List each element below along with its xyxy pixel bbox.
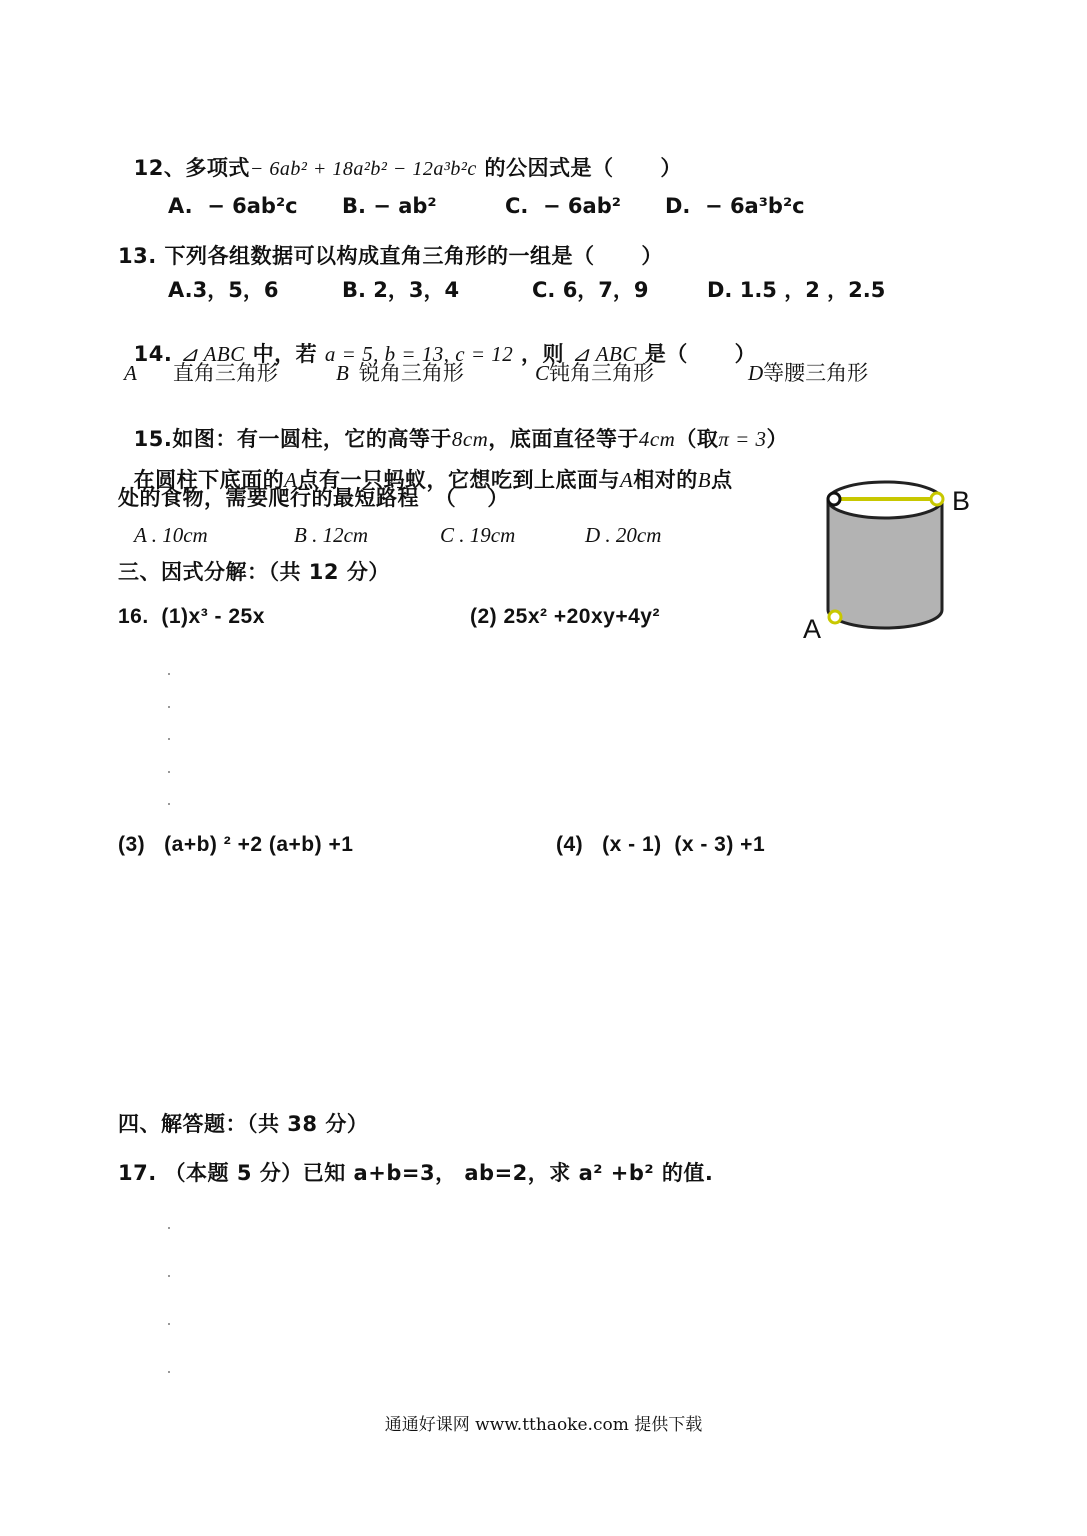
q15-height: 8cm xyxy=(451,427,489,451)
q14-option-b-letter: B xyxy=(336,361,349,385)
q12-stem xyxy=(118,128,682,182)
q14-option-b xyxy=(336,357,464,387)
q12-option-a: A. − 6ab²c xyxy=(168,194,298,218)
point-a-marker xyxy=(829,611,841,623)
q14-option-c-text: 钝角三角形 xyxy=(549,361,655,385)
q14-triangle2: ⊿ ABC xyxy=(571,342,637,366)
q14-suffix: 是（ ） xyxy=(636,342,757,366)
q15-line1c: （取 xyxy=(675,427,719,451)
q13-option-c: C. 6，7，9 xyxy=(532,278,649,302)
figure-label-a: A xyxy=(803,614,822,644)
q13-option-d: D. 1.5 ，2 ，2.5 xyxy=(707,278,886,302)
q15-line2d: 点 xyxy=(711,468,733,492)
q12-option-d: D. − 6a³b²c xyxy=(665,194,805,218)
blank-dot xyxy=(168,1275,170,1277)
q14-mid: 中，若 xyxy=(244,342,325,366)
q14-triangle: ⊿ ABC xyxy=(180,342,245,366)
q14-option-c xyxy=(535,357,654,387)
q12-expression: − 6ab² + 18a²b² − 12a³b²c xyxy=(249,158,477,180)
blank-dot xyxy=(168,1371,170,1373)
q14-option-b-text: 锐角三角形 xyxy=(358,361,464,385)
q14-prefix: 14. xyxy=(133,342,181,366)
q15-option-a: A . 10cm xyxy=(134,523,208,547)
page-footer: 通通好课网 www.tthaoke.com 提供下载 xyxy=(384,1415,703,1435)
q15-point-a2: A xyxy=(619,468,634,492)
q14-option-d-letter: D xyxy=(748,361,764,385)
q15-line2a: 在圆柱下底面的 xyxy=(133,468,285,492)
q13-option-a: A.3，5，6 xyxy=(168,278,279,302)
q16-part1: 16. (1)x³ - 25x xyxy=(118,605,265,628)
q14-option-a xyxy=(124,357,278,387)
q15-option-c: C . 19cm xyxy=(440,523,516,547)
q14-option-a-text: 直角三角形 xyxy=(172,361,278,385)
q13-stem: 13. 下列各组数据可以构成直角三角形的一组是（ ） xyxy=(118,244,663,268)
q12-suffix: 的公因式是（ ） xyxy=(476,156,682,180)
blank-dot xyxy=(168,1227,170,1229)
q15-option-b: B . 12cm xyxy=(294,523,369,547)
blank-dot xyxy=(168,803,170,805)
blank-dot xyxy=(168,706,170,708)
q15-option-d: D . 20cm xyxy=(585,523,662,547)
q15-line1a: 15.如图：有一圆柱，它的高等于 xyxy=(133,427,452,451)
section-4-heading: 四、解答题：（共 38 分） xyxy=(118,1112,369,1136)
figure-label-b: B xyxy=(952,486,971,516)
q14-option-d xyxy=(748,357,868,387)
q14-option-c-letter: C xyxy=(535,361,550,385)
q14-option-d-text: 等腰三角形 xyxy=(763,361,869,385)
point-a-top-marker xyxy=(828,493,840,505)
cylinder-figure xyxy=(800,478,990,648)
q15-pi: π = 3 xyxy=(718,427,767,451)
q15-point-a: A xyxy=(284,468,298,492)
q15-line2b: 点有一只蚂蚁，它想吃到上底面与 xyxy=(297,468,620,492)
q16-part4: (4) (x - 1) (x - 3) +1 xyxy=(556,833,766,856)
q16-part3: (3) (a+b) ² +2 (a+b) +1 xyxy=(118,833,354,856)
blank-dot xyxy=(168,1323,170,1325)
q15-line1b: ，底面直径等于 xyxy=(488,427,639,451)
q15-line2c: 相对的 xyxy=(633,468,698,492)
q14-condition: a = 5, b = 13, c = 12 xyxy=(324,342,514,366)
blank-dot xyxy=(168,673,170,675)
q12-prefix: 12、多项式 xyxy=(133,156,250,180)
q12-option-c: C. − 6ab² xyxy=(505,194,621,218)
section-3-heading: 三、因式分解：（共 12 分） xyxy=(118,560,390,584)
q15-line3: 处的食物，需要爬行的最短路程 （ ） xyxy=(118,486,509,510)
q16-part2: (2) 25x² +20xy+4y² xyxy=(470,605,660,628)
q13-option-b: B. 2，3，4 xyxy=(342,278,460,302)
blank-dot xyxy=(168,771,170,773)
q15-point-b: B xyxy=(697,468,712,492)
q17-stem: 17. （本题 5 分）已知 a+b=3， ab=2，求 a² +b² 的值. xyxy=(118,1161,714,1185)
q15-line1d: ） xyxy=(766,427,789,451)
q14-mid2: ，则 xyxy=(513,342,572,366)
q12-option-b: B. − ab² xyxy=(342,194,437,218)
blank-dot xyxy=(168,738,170,740)
q15-diameter: 4cm xyxy=(638,427,676,451)
q14-option-a-letter: A xyxy=(124,361,137,385)
point-b-marker xyxy=(931,493,943,505)
